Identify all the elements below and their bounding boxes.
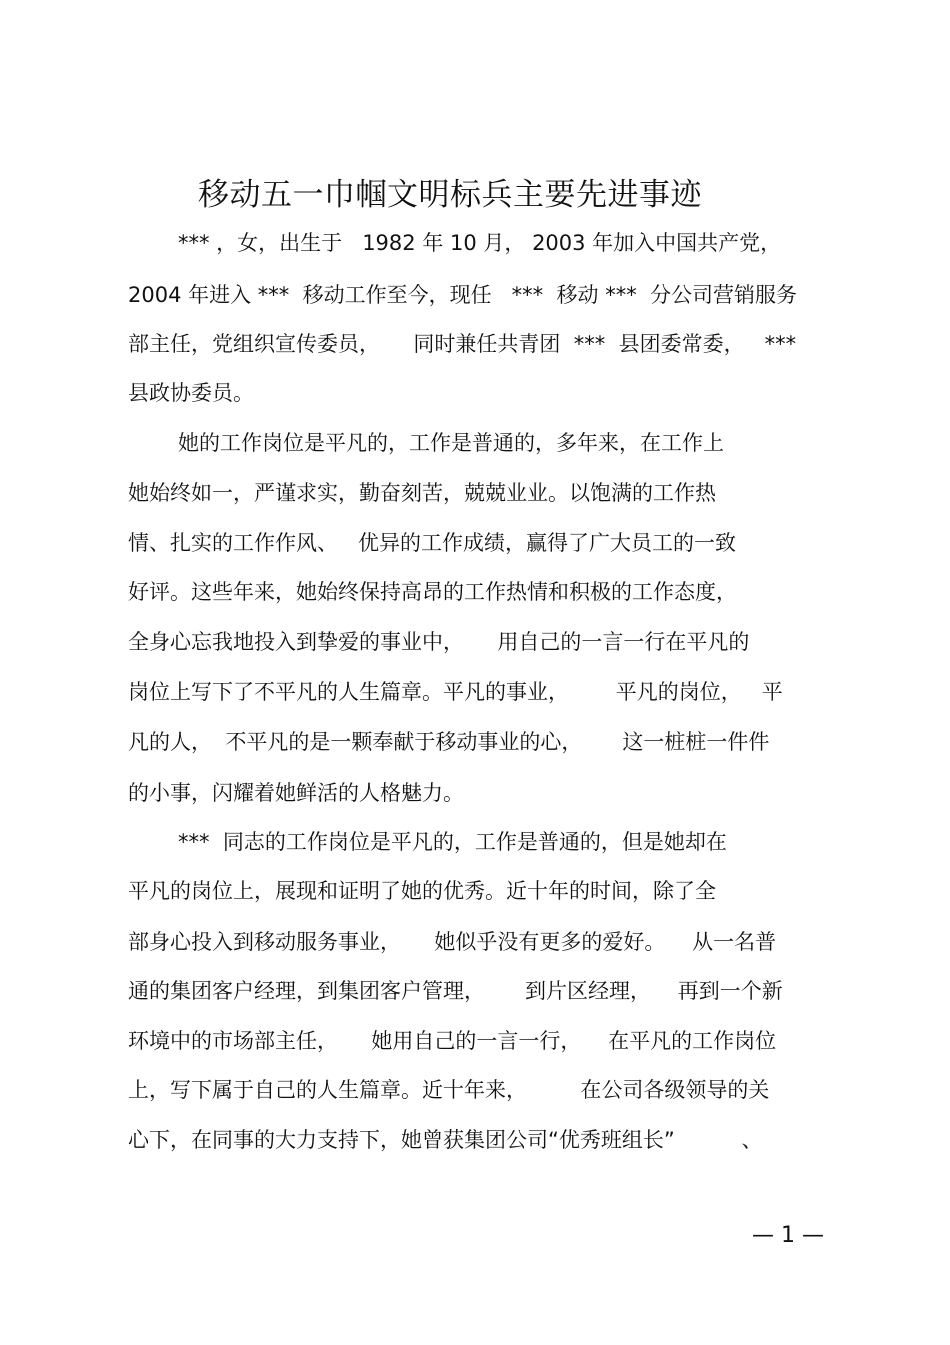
text-line: 岗位上写下了不平凡的人生篇章。平凡的事业， 平凡的岗位， 平 <box>128 680 783 704</box>
text-line: 通的集团客户经理，到集团客户管理， 到片区经理， 再到一个新 <box>128 979 783 1003</box>
page-number: — 1 — <box>752 1223 824 1248</box>
text-line: 的小事，闪耀着她鲜活的人格魅力。 <box>128 781 464 805</box>
text-line: 上，写下属于自己的人生篇章。近十年来， 在公司各级领导的关 <box>128 1078 770 1102</box>
text-line: 心下，在同事的大力支持下，她曾获集团公司“优秀班组长” 、 <box>128 1128 763 1152</box>
text-line: 好评。这些年来，她始终保持高昂的工作热情和积极的工作态度， <box>128 580 737 604</box>
text-line: 环境中的市场部主任， 她用自己的一言一行， 在平凡的工作岗位 <box>128 1029 777 1053</box>
text-line: 部身心投入到移动服务事业， 她似乎没有更多的爱好。 从一名普 <box>128 930 777 954</box>
text-line: 凡的人， 不平凡的是一颗奉献于移动事业的心， 这一桩桩一件件 <box>128 730 770 754</box>
text-line: *** ，女，出生于 1982 年 10 月， 2003 年加入中国共产党， <box>178 231 782 255</box>
text-line: 平凡的岗位上，展现和证明了她的优秀。近十年的时间，除了全 <box>128 879 716 903</box>
text-line: 部主任，党组织宣传委员， 同时兼任共青团 *** 县团委常委， *** <box>128 332 797 356</box>
text-line: 情、扎实的工作作风、 优异的工作成绩，赢得了广大员工的一致 <box>128 531 737 555</box>
text-line: 她始终如一，严谨求实，勤奋刻苦，兢兢业业。以饱满的工作热 <box>128 481 716 505</box>
text-line: *** 同志的工作岗位是平凡的，工作是普通的，但是她却在 <box>178 830 727 854</box>
text-line: 全身心忘我地投入到挚爱的事业中， 用自己的一言一行在平凡的 <box>128 630 750 654</box>
text-line: 她的工作岗位是平凡的，工作是普通的，多年来，在工作上 <box>178 431 724 455</box>
text-line: 2004 年进入 *** 移动工作至今，现任 *** 移动 *** 分公司营销服务 <box>128 283 798 307</box>
document-title: 移动五一巾帼文明标兵主要先进事迹 <box>198 177 702 213</box>
text-line: 县政协委员。 <box>128 381 254 405</box>
